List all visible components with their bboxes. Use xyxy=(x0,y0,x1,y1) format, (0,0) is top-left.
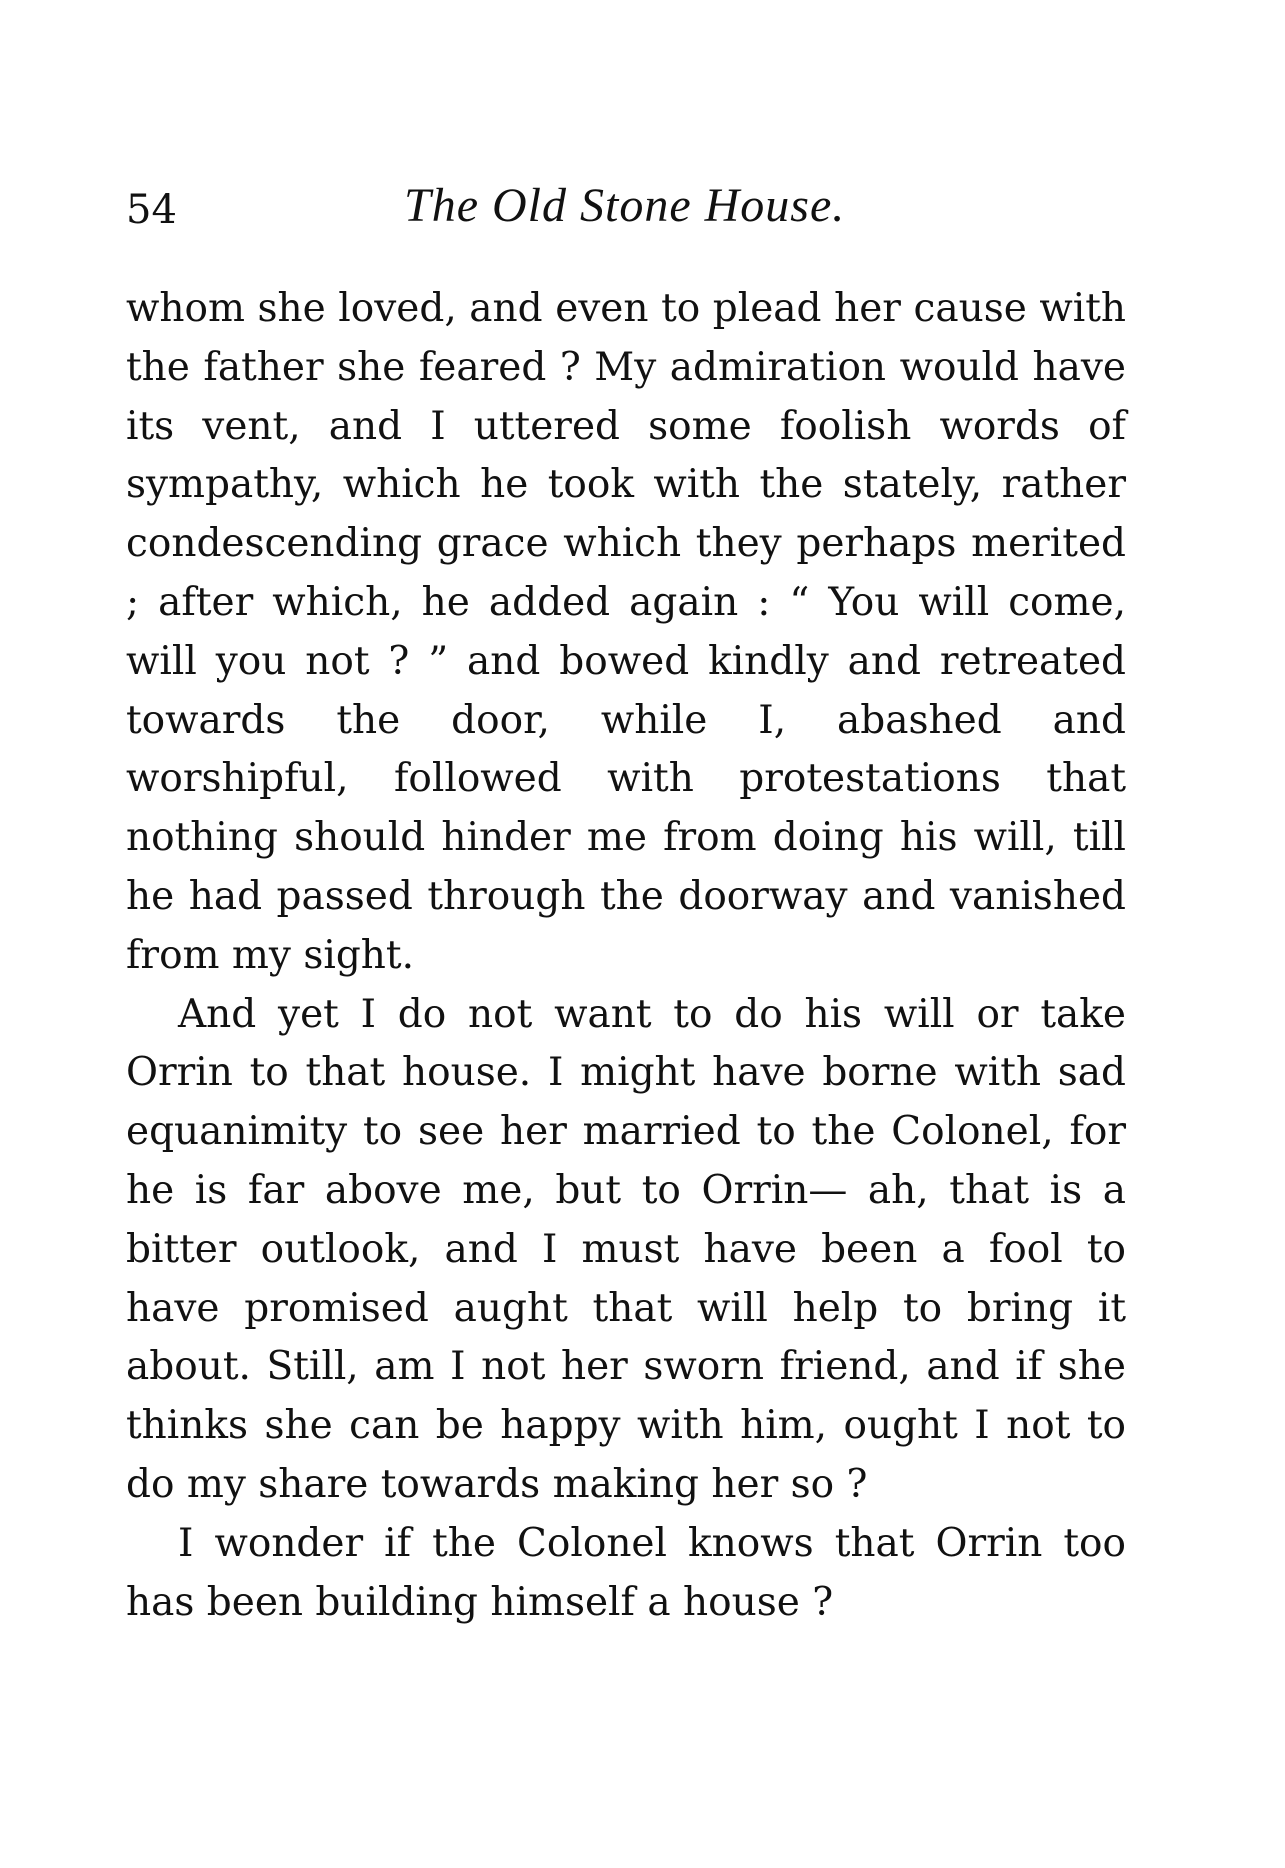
page-number: 54 xyxy=(126,187,177,233)
paragraph-2: And yet I do not want to do his will or take Orrin to that house. I might have borne with sad equanimity to see her married to the Colonel, for he is far above me, but to Orrin— ah, that is a bitter outlook, and I must have been a fool to have promised aught that will help to bring it about. Still, am I not her sworn friend, and if she thinks she can be happy with him, ought I not to do my share towards making her so ? xyxy=(126,991,1126,1507)
running-title: The Old Stone House. xyxy=(404,179,846,232)
paragraph-1: whom she loved, and even to plead her cause with the father she feared ? My admiration would have its vent, and I uttered some foolish words of sympathy, which he took with the stately, rather condescending grace which they perhaps merited ; after which, he added again : “ You will come, will you not ? ” and bowed kindly and retreated towards the door, while I, abashed and worshipful, followed with protestations that nothing should hinder me from doing his will, till he had passed through the doorway and vanished from my sight. xyxy=(126,286,1126,978)
paragraph-3: I wonder if the Colonel knows that Orrin too has been building himself a house ? xyxy=(126,1520,1126,1625)
page-header xyxy=(126,180,1126,240)
body-text xyxy=(126,280,1126,1632)
